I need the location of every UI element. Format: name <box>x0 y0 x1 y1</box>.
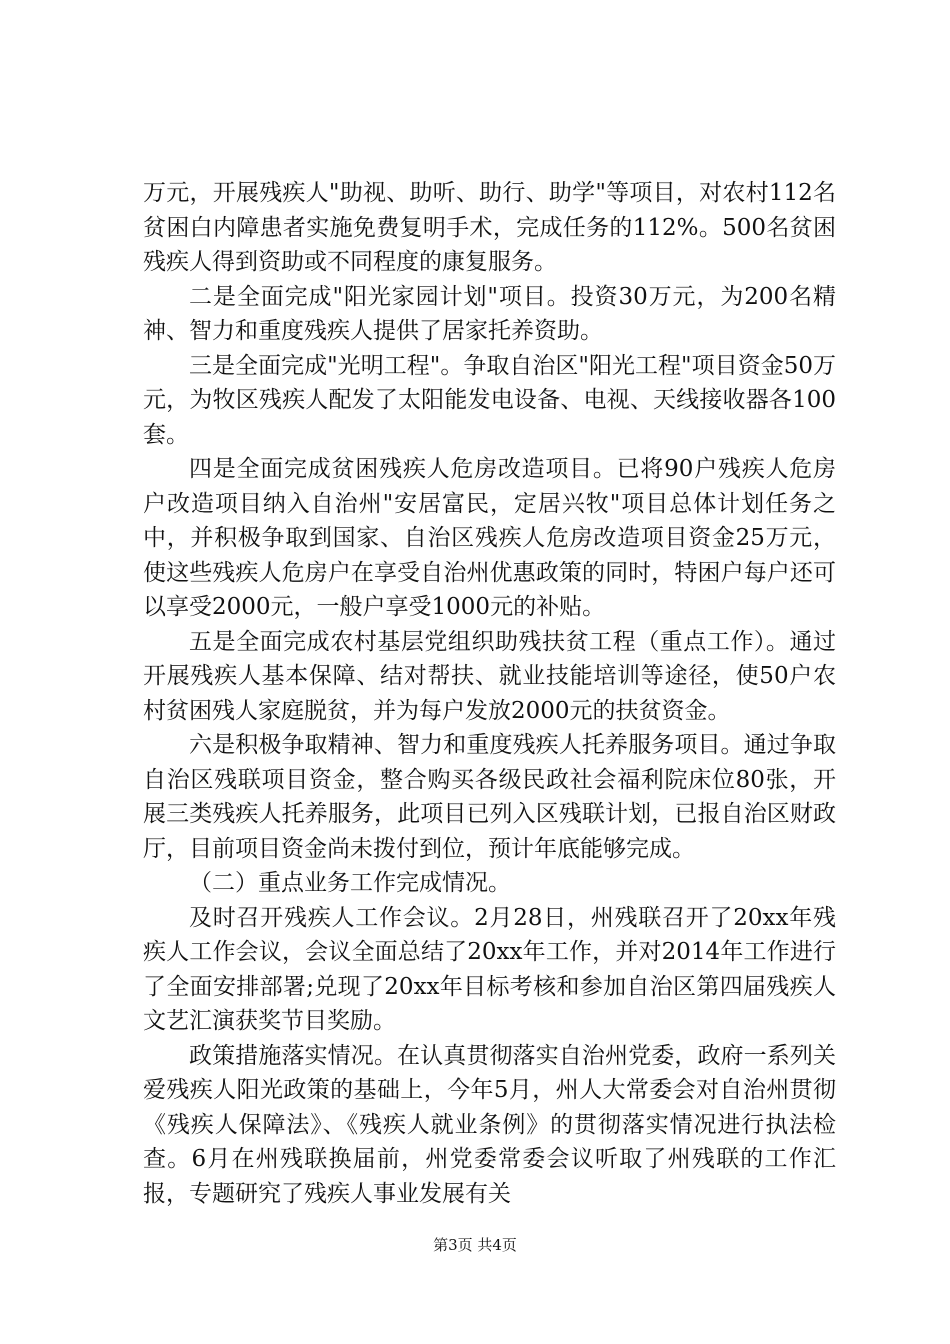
paragraph-housing-renovation: 四是全面完成贫困残疾人危房改造项目。已将90户残疾人危房户改造项目纳入自治州"安居富民，定居兴牧"项目总体计划任务之中，并积极争取到国家、自治区残疾人危房改造项目资金25万元，使这些残疾人危房户在享受自治州优惠政策的同时，特困户每户还可以享受2000元，一般户享受1000元的补贴。 <box>143 456 836 620</box>
paragraph-policy-implementation: 政策措施落实情况。在认真贯彻落实自治州党委，政府一系列关爱残疾人阳光政策的基础上，今年5月，州人大常委会对自治州贯彻《残疾人保障法》、《残疾人就业条例》的贯彻落实情况进行执法检查。6月在州残联换届前，州党委常委会议听取了州残联的工作汇报，专题研究了残疾人事业发展有关 <box>143 1042 836 1207</box>
paragraph-brightness-project: 三是全面完成"光明工程"。争取自治区"阳光工程"项目资金50万元，为牧区残疾人配发了太阳能发电设备、电视、天线接收器各100套。 <box>143 352 836 448</box>
paragraph-care-services: 六是积极争取精神、智力和重度残疾人托养服务项目。通过争取自治区残联项目资金，整合购买各级民政社会福利院床位80张，开展三类残疾人托养服务，此项目已列入区残联计划，已报自治区财政厅，目前项目资金尚未拨付到位，预计年底能够完成。 <box>143 732 836 862</box>
document-body <box>143 176 836 1211</box>
page-footer: 第3页 共4页 <box>433 1236 517 1254</box>
paragraph-work-conference: 及时召开残疾人工作会议。2月28日，州残联召开了20xx年残疾人工作会议，会议全面总结了20xx年工作，并对2014年工作进行了全面安排部署;兑现了20xx年目标考核和参加自治区第四届残疾人文艺汇演获奖节目奖励。 <box>143 904 836 1034</box>
paragraph-continuation: 万元，开展残疾人"助视、助听、助行、助学"等项目，对农村112名贫困白内障患者实施免费复明手术，完成任务的112%。500名贫困残疾人得到资助或不同程度的康复服务。 <box>143 180 836 275</box>
paragraph-poverty-alleviation: 五是全面完成农村基层党组织助残扶贫工程（重点工作）。通过开展残疾人基本保障、结对帮扶、就业技能培训等途径，使50户农村贫困残人家庭脱贫，并为每户发放2000元的扶贫资金。 <box>143 628 836 724</box>
section-heading: （二）重点业务工作完成情况。 <box>189 870 511 896</box>
paragraph-sunshine-home: 二是全面完成"阳光家园计划"项目。投资30万元，为200名精神、智力和重度残疾人提供了居家托养资助。 <box>143 283 836 344</box>
